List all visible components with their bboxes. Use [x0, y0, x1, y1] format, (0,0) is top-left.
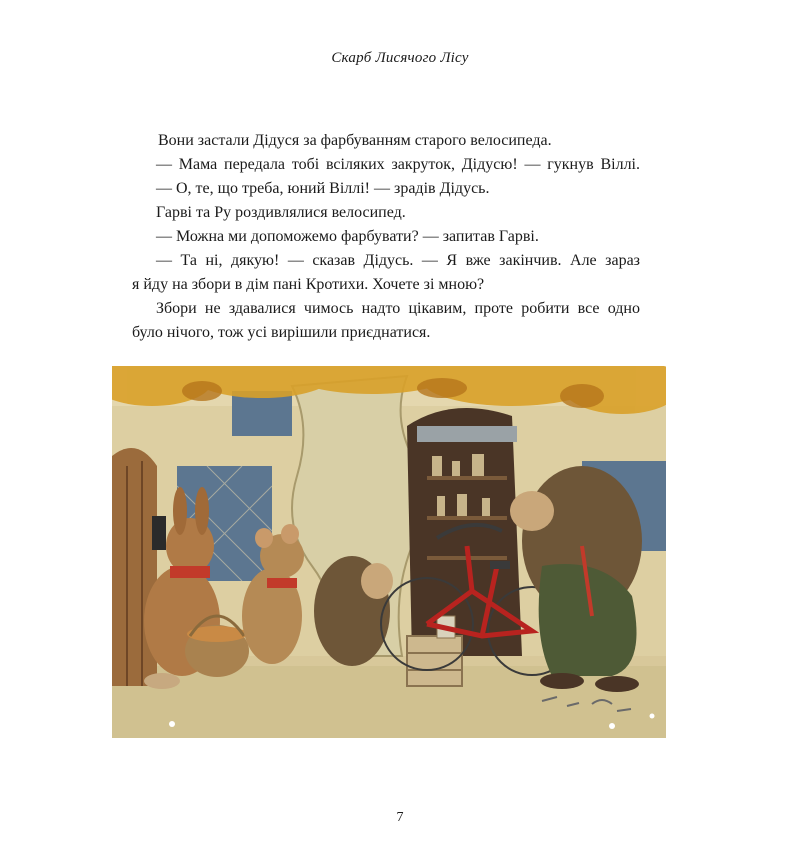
illustration-scene	[112, 366, 666, 738]
paragraph: Збори не здавалися чимось надто цікавим, проте робити все одно	[156, 300, 640, 317]
page-number: 7	[396, 810, 404, 825]
body-text	[132, 129, 640, 345]
paragraph: — О, те, що треба, юний Віллі! — зрадів Дідусь.	[156, 180, 490, 197]
illustration	[112, 366, 666, 738]
paragraph: я йду на збори в дім пані Кротихи. Хочете зі мною?	[132, 276, 485, 293]
paragraph: — Та ні, дякую! — сказав Дідусь. — Я вже закінчив. Але зараз	[156, 252, 640, 269]
workshop-doorway	[407, 408, 522, 656]
paragraph: було нічого, тож усі вирішили приєднатися.	[132, 324, 431, 341]
paragraph: — Мама передала тобі всіляких закруток, Дідусю! — гукнув Віллі.	[156, 156, 640, 173]
paragraph: — Можна ми допоможемо фарбувати? — запитав Гарві.	[156, 228, 539, 245]
running-head: Скарб Лисячого Лісу	[331, 50, 469, 66]
paragraph: Вони застали Дідуся за фарбуванням старого велосипеда.	[158, 132, 552, 149]
paragraph: Гарві та Ру роздивлялися велосипед.	[156, 204, 406, 221]
lantern	[152, 516, 166, 550]
